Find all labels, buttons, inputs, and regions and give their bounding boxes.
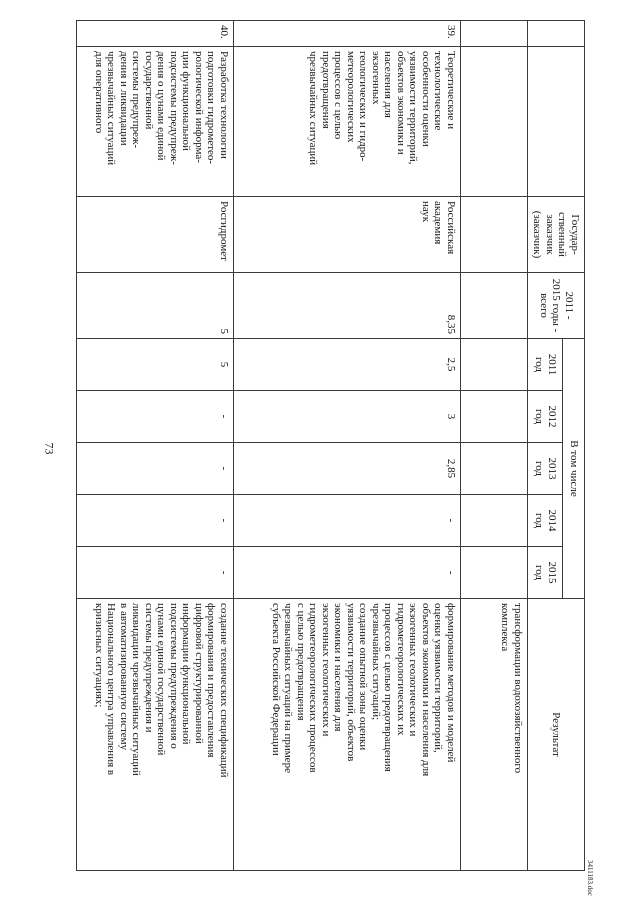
row-number: 40. <box>77 21 234 47</box>
header-year-2014: 2014 год <box>528 495 563 547</box>
row-2013: - <box>77 443 234 495</box>
header-year-2011: 2011 год <box>528 339 563 391</box>
table-row-continuation <box>461 21 528 871</box>
row-total: 5 <box>77 273 234 339</box>
row-2015: - <box>234 547 461 599</box>
header-activity <box>528 47 585 197</box>
table-row <box>77 21 234 871</box>
row-2011: 5 <box>77 339 234 391</box>
footer-document-code: 3411183.doc <box>586 860 594 896</box>
header-customer: Государ- ственный заказчик (заказчик) <box>528 197 585 273</box>
row-2012: 3 <box>234 391 461 443</box>
header-number <box>528 21 585 47</box>
row-title: Разработка технологии подготовки гидрометео- рологической информа- ции функциональной подсистемы предупреж- дения о цунами единой государственной системы предупреж- дения и ликвидации чрезвычайных ситуаций для оперативного <box>77 47 234 197</box>
header-year-2015: 2015 год <box>528 547 563 599</box>
row-2011: 2,5 <box>234 339 461 391</box>
header-year-2013: 2013 год <box>528 443 563 495</box>
row-total: 8,35 <box>234 273 461 339</box>
header-year-2012: 2012 год <box>528 391 563 443</box>
row-result: создание технических спецификаций формирования и предоставления цифровой структурированной информации функциональной подсистемы предупреждения о цунами единой государственной системы предупреждения и ликвидации чрезвычайных ситуаций в автоматизированную систему Национального центра управления в кризисных ситуациях; <box>77 599 234 871</box>
header-result: Результат <box>528 599 585 871</box>
row-2014: - <box>234 495 461 547</box>
row-customer: Российская академия наук <box>234 197 461 273</box>
header-total: 2011 - 2015 годы - всего <box>528 273 585 339</box>
row-2013: 2,85 <box>234 443 461 495</box>
row-2012: - <box>77 391 234 443</box>
continuation-result: трансформации водохозяйственного комплекса <box>461 599 528 871</box>
row-result: формирование методов и моделей оценки уязвимости территорий, объектов экономики и населения для экзогенных геологических и гидрометеорологических их процессов с целью предотвращения чрезвычайных ситуаций; создание опытной зоны оценки уязвимости территорий, объектов экономики и населения для экзогенных геологических и гидрометеорологических процессов с целью предотвращения чрезвычайных ситуаций на примере субъекта Российской Федерации <box>234 599 461 871</box>
row-2015: - <box>77 547 234 599</box>
page-number: 73 <box>42 442 57 455</box>
header-including: В том числе <box>563 339 585 599</box>
rotated-table-region <box>65 20 585 870</box>
row-2014: - <box>77 495 234 547</box>
table-header <box>528 21 585 871</box>
table-row <box>234 21 461 871</box>
row-title: Теоретические и технологические особенности оценки уязвимости территорий, объектов экономики и населения для экзогенных геологических и гидро- метеорологических процессов с целью предотвращения чрезвычайных ситуаций <box>234 47 461 197</box>
program-table <box>76 20 585 871</box>
row-customer: Росгидромет <box>77 197 234 273</box>
row-number: 39. <box>234 21 461 47</box>
